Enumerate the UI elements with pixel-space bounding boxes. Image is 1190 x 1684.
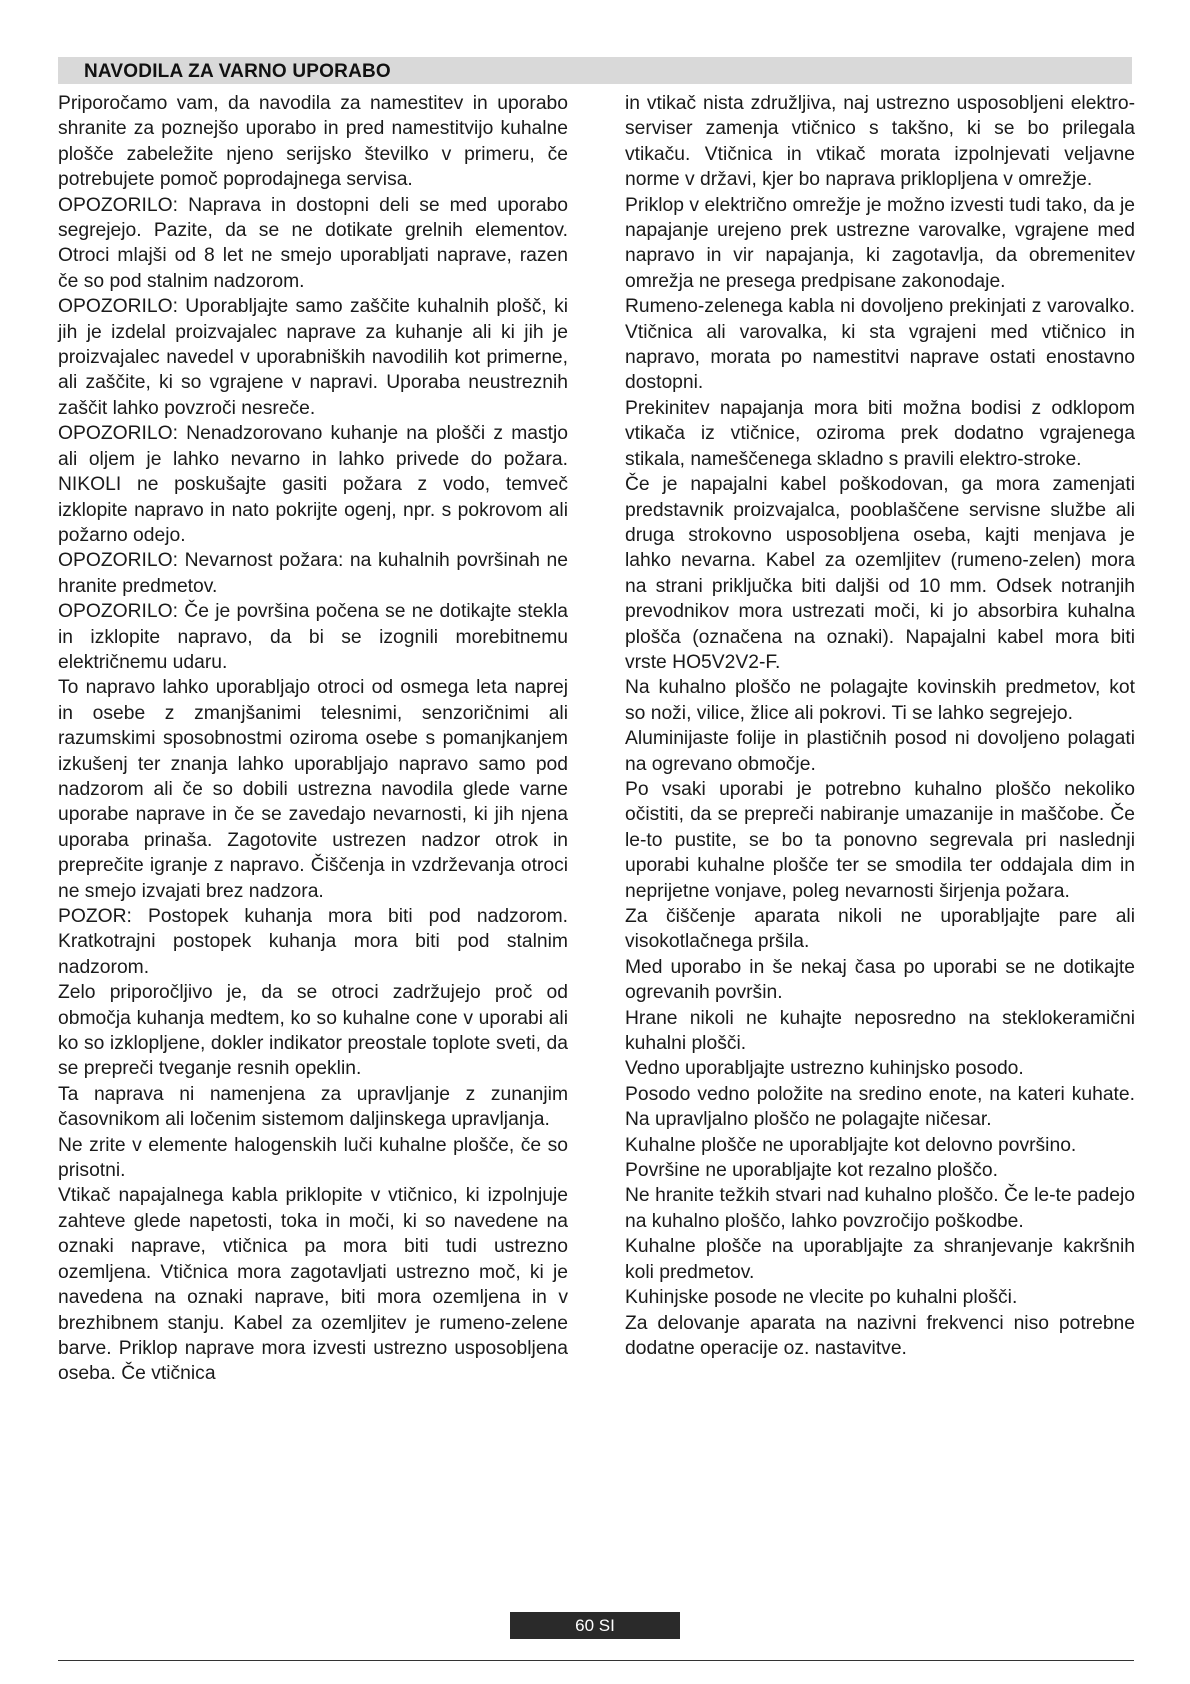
paragraph: Za čiščenje aparata nikoli ne uporabljajte pare ali visokotlačnega pršila.	[625, 906, 1135, 953]
paragraph: Posodo vedno položite na sredino enote, na kateri kuhate. Na upravljalno ploščo ne polagajte ničesar.	[625, 1083, 1135, 1131]
paragraph: Kuhalne plošče ne uporabljajte kot delovno površino.	[625, 1134, 1077, 1156]
paragraph: Hrane nikoli ne kuhajte neposredno na steklokeramični kuhalni plošči.	[625, 1007, 1135, 1055]
page-number: 60 SI	[510, 1612, 680, 1639]
paragraph: Vtikač napajalnega kabla priklopite v vtičnico, ki izpolnjuje zahteve glede napetosti, toka in moči, ki so navedene na oznaki naprave, vtičnica pa mora biti tudi ustrezno ozemljena. Vtičnica mora zagotavljati ustrezno moč, ki je navedena na oznaki naprave, biti mora ozemljena in v brezhibnem stanju. Kabel za ozemljitev je rumeno-zelene barve. Priklop naprave mora izvesti ustrezno usposobljena oseba. Če vtičnica	[58, 1185, 568, 1385]
paragraph: Priporočamo vam, da navodila za namestitev in uporabo shranite za poznejšo uporabo in pred namestitvijo kuhalne plošče zabeležite njeno serijsko številko v primeru, če potrebujete pomoč poprodajnega servisa.	[58, 93, 568, 191]
paragraph: in vtikač nista združljiva, naj ustrezno usposobljeni elektro-serviser zamenja vtičnico s takšno, ki se bo prilegala vtikaču. Vtičnica in vtikač morata izpolnjevati veljavne norme v državi, kjer bo naprava priklopljena v omrežje.	[625, 93, 1135, 191]
paragraph: Prekinitev napajanja mora biti možna bodisi z odklopom vtikača iz vtičnice, oziroma prek dodatno vgrajenega stikala, nameščenega skladno s pravili elektro-stroke.	[625, 397, 1135, 470]
left-text-column	[58, 91, 568, 1387]
section-header-bar	[58, 57, 1132, 84]
paragraph: Aluminijaste folije in plastičnih posod ni dovoljeno polagati na ogrevano območje.	[625, 728, 1135, 775]
paragraph: OPOZORILO: Uporabljajte samo zaščite kuhalnih plošč, ki jih je izdelal proizvajalec naprave za kuhanje ali ki jih je proizvajalec navedel v uporabniških navodilih kot primerne, ali zaščite, ki so vgrajene v napravi. Uporaba neustreznih zaščit lahko povzroči nesreče.	[58, 296, 568, 419]
paragraph: OPOZORILO: Nenadzorovano kuhanje na plošči z mastjo ali oljem je lahko nevarno in lahko privede do požara. NIKOLI ne poskušajte gasiti požara z vodo, temveč izklopite napravo in nato pokrijte ogenj, npr. s pokrovom ali požarno odejo.	[58, 423, 568, 546]
paragraph: Ne hranite težkih stvari nad kuhalno ploščo. Če le-te padejo na kuhalno ploščo, lahko povzročijo poškodbe.	[625, 1185, 1135, 1232]
bottom-divider	[58, 1660, 1134, 1661]
paragraph: Na kuhalno ploščo ne polagajte kovinskih predmetov, kot so noži, vilice, žlice ali pokrovi. Ti se lahko segrejejo.	[625, 677, 1135, 724]
paragraph: Kuhalne plošče na uporabljajte za shranjevanje kakršnih koli predmetov.	[625, 1236, 1135, 1283]
paragraph: Za delovanje aparata na nazivni frekvenci niso potrebne dodatne operacije oz. nastavitve.	[625, 1312, 1135, 1359]
paragraph: OPOZORILO: Če je površina počena se ne dotikajte stekla in izklopite napravo, da bi se izognili morebitnemu električnemu udaru.	[58, 601, 568, 673]
paragraph: Po vsaki uporabi je potrebno kuhalno ploščo nekoliko očistiti, da se prepreči nabiranje umazanije in maščobe. Če le-to pustite, se bo ta ponovno segrevala pri naslednji uporabi kuhalne plošče ter se smodila ter oddajala dim in neprijetne vonjave, poleg nevarnosti širjenja požara.	[625, 778, 1135, 902]
paragraph: Vedno uporabljajte ustrezno kuhinjsko posodo.	[625, 1058, 1024, 1080]
paragraph: Rumeno-zelenega kabla ni dovoljeno prekinjati z varovalko. Vtičnica ali varovalka, ki sta vgrajeni med vtičnico in napravo, morata po namestitvi naprave ostati enostavno dostopni.	[625, 296, 1135, 394]
paragraph: Če je napajalni kabel poškodovan, ga mora zamenjati predstavnik proizvajalca, pooblaščene servisne službe ali druga strokovno usposobljena oseba, kajti menjava je lahko nevarna. Kabel za ozemljitev (rumeno-zelen) mora na strani priključka biti daljši od 10 mm. Odsek notranjih prevodnikov mora ustrezati moči, ki jo absorbira kuhalna plošča (označena na oznaki). Napajalni kabel mora biti vrste HO5V2V2-F.	[625, 474, 1135, 673]
paragraph: To napravo lahko uporabljajo otroci od osmega leta naprej in osebe z zmanjšanimi telesnimi, senzoričnimi ali razumskimi sposobnostmi oziroma osebe s pomanjkanjem izkušenj ter znanja lahko uporabljajo napravo samo pod nadzorom ali če so dobili ustrezna navodila glede varne uporabe naprave in če se zavedajo nevarnosti, ki jih njena uporaba prinaša. Zagotovite ustrezen nadzor otrok in preprečite igranje z napravo. Čiščenja in vzdrževanja otroci ne smejo izvajati brez nadzora.	[58, 677, 568, 902]
paragraph: Kuhinjske posode ne vlecite po kuhalni plošči.	[625, 1287, 1018, 1309]
paragraph: Ta naprava ni namenjena za upravljanje z zunanjim časovnikom ali ločenim sistemom daljinskega upravljanja.	[58, 1083, 568, 1131]
paragraph: Ne zrite v elemente halogenskih luči kuhalne plošče, če so prisotni.	[58, 1134, 568, 1182]
section-title: NAVODILA ZA VARNO UPORABO	[84, 61, 391, 82]
paragraph: Zelo priporočljivo je, da se otroci zadržujejo proč od območja kuhanja medtem, ko so kuhalne cone v uporabi ali ko so izklopljene, dokler indikator preostale toplote sveti, da se prepreči tveganje resnih opeklin.	[58, 982, 568, 1080]
paragraph: OPOZORILO: Nevarnost požara: na kuhalnih površinah ne hranite predmetov.	[58, 550, 568, 597]
paragraph: OPOZORILO: Naprava in dostopni deli se med uporabo segrejejo. Pazite, da se ne dotikate grelnih elementov. Otroci mlajši od 8 let ne smejo uporabljati naprave, razen če so pod stalnim nadzorom.	[58, 194, 568, 292]
paragraph: Priklop v električno omrežje je možno izvesti tudi tako, da je napajanje urejeno prek ustrezne varovalke, vgrajene med napravo in vir napajanja, ki zagotavlja, da obremenitev omrežja ne presega predpisane zakonodaje.	[625, 194, 1135, 292]
right-text-column	[625, 91, 1135, 1361]
paragraph: Površine ne uporabljajte kot rezalno ploščo.	[625, 1160, 998, 1182]
paragraph: Med uporabo in še nekaj časa po uporabi se ne dotikajte ogrevanih površin.	[625, 956, 1135, 1004]
paragraph: POZOR: Postopek kuhanja mora biti pod nadzorom. Kratkotrajni postopek kuhanja mora biti pod stalnim nadzorom.	[58, 906, 568, 978]
